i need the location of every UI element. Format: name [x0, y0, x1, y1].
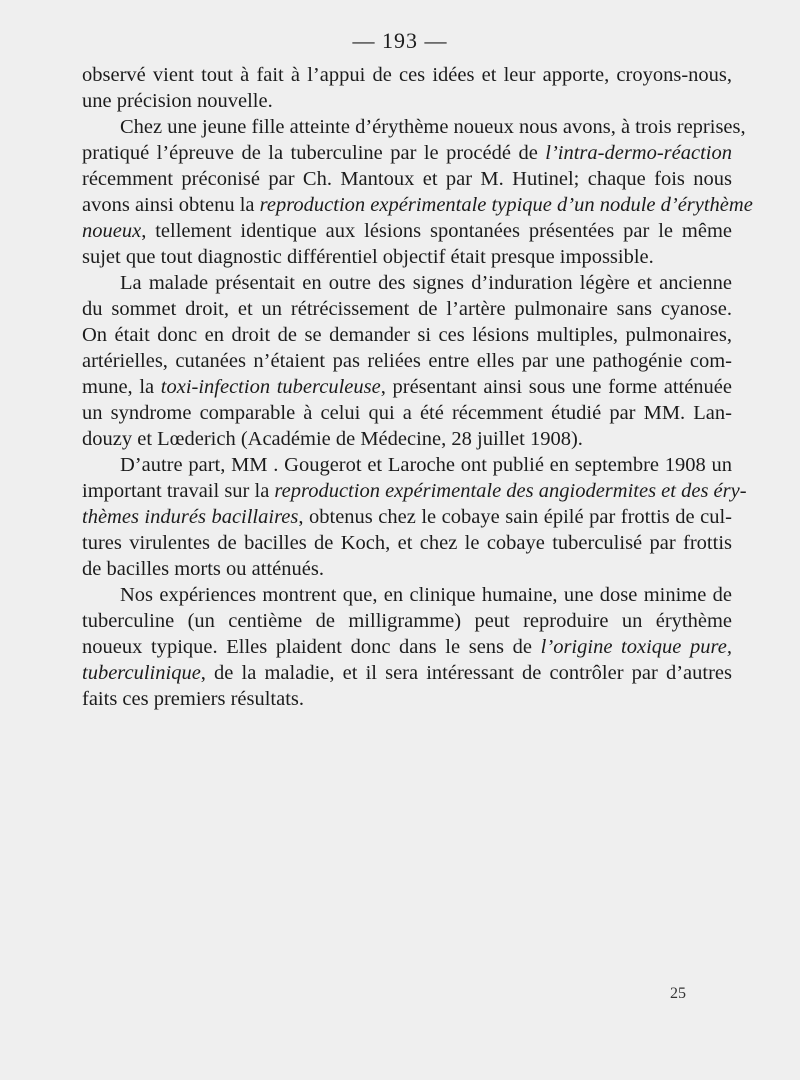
text-segment: pratiqué l’épreuve de la tuberculine par le procédé de [82, 142, 546, 164]
text-segment: , présentant ainsi sous une forme atténuée [380, 376, 733, 398]
italic-text: l’intra-dermo-réaction [545, 142, 732, 164]
text-line [82, 166, 732, 192]
text-line [82, 634, 732, 660]
text-segment: , obtenus chez le cobaye sain épilé par frottis de cul- [298, 506, 732, 528]
text-line [82, 218, 732, 244]
paragraph [82, 582, 732, 712]
text-line [82, 322, 732, 348]
text-line [82, 608, 732, 634]
text-segment: tures virulentes de bacilles de Koch, et chez le cobaye tuberculisé par frottis [82, 532, 732, 554]
text-line [82, 374, 732, 400]
text-segment: de bacilles morts ou atténués. [82, 558, 324, 580]
text-segment: artérielles, cutanées n’étaient pas reliées entre elles par une pathogénie com- [82, 350, 732, 372]
italic-text: thèmes indurés bacillaires [82, 506, 299, 528]
text-line [82, 530, 732, 556]
text-segment: , tellement identique aux lésions spontanées présentées par le même [141, 220, 732, 242]
text-segment: observé vient tout à fait à l’appui de ces idées et leur apporte, croyons-nous, [82, 64, 732, 86]
text-segment: important travail sur la [82, 480, 275, 502]
text-line [82, 478, 747, 504]
text-segment: On était donc en droit de se demander si ces lésions multiples, pulmonaires, [82, 324, 732, 346]
text-segment: noueux typique. Elles plaident donc dans le sens de [82, 636, 541, 658]
text-segment: douzy et Lœderich (Académie de Médecine, 28 juillet 1908). [82, 428, 583, 450]
text-segment: avons ainsi obtenu la [82, 194, 260, 216]
text-segment: un syndrome comparable à celui qui a été récemment étudié par MM. Lan- [82, 402, 732, 424]
text-segment: , de la maladie, et il sera intéressant de contrôler par d’autres [200, 662, 732, 684]
paragraph [82, 114, 753, 270]
text-line [82, 504, 732, 530]
text-line [82, 426, 732, 452]
signature-mark: 25 [670, 985, 686, 1002]
italic-text: tuberculinique [82, 662, 201, 684]
text-line [82, 556, 732, 582]
text-line [82, 660, 732, 686]
text-segment: récemment préconisé par Ch. Mantoux et par M. Hutinel; chaque fois nous [82, 168, 732, 190]
italic-text: toxi-infection tuberculeuse [160, 376, 381, 398]
italic-text: reproduction expérimentale des angiodermites et des éry- [274, 480, 747, 502]
text-line [82, 296, 732, 322]
text-segment: D’autre part, MM . Gougerot et Laroche ont publié en septembre 1908 un [120, 454, 732, 476]
text-segment: La malade présentait en outre des signes d’induration légère et ancienne [120, 272, 732, 294]
italic-text: reproduction expérimentale typique d’un nodule d’érythème [259, 194, 753, 216]
text-line [82, 400, 732, 426]
text-segment: sujet que tout diagnostic différentiel objectif était presque impossible. [82, 246, 654, 268]
text-line [82, 114, 746, 140]
text-line [82, 686, 732, 712]
italic-text: l’origine toxique pure, [540, 636, 732, 658]
text-line [82, 140, 732, 166]
page-number: — 193 — [352, 28, 448, 53]
text-line [82, 348, 732, 374]
text-segment: mune, la [82, 376, 161, 398]
text-line [82, 582, 732, 608]
paragraph [82, 62, 732, 114]
text-line [82, 62, 732, 88]
text-line [82, 270, 732, 296]
text-segment: une précision nouvelle. [82, 90, 273, 112]
paragraph [82, 270, 732, 452]
text-segment: Nos expériences montrent que, en clinique humaine, une dose minime de [120, 584, 732, 606]
paragraph [82, 452, 747, 582]
text-segment: faits ces premiers résultats. [82, 688, 305, 710]
text-line [82, 244, 732, 270]
italic-text: noueux [82, 220, 142, 242]
text-line [82, 452, 732, 478]
text-segment: tuberculine (un centième de milligramme) peut reproduire un érythème [82, 610, 732, 632]
text-segment: Chez une jeune fille atteinte d’érythème noueux nous avons, à trois reprises, [120, 116, 746, 138]
text-segment: du sommet droit, et un rétrécissement de l’artère pulmonaire sans cyanose. [82, 298, 732, 320]
body-text [82, 62, 753, 712]
text-line [82, 192, 753, 218]
text-line [82, 88, 732, 114]
